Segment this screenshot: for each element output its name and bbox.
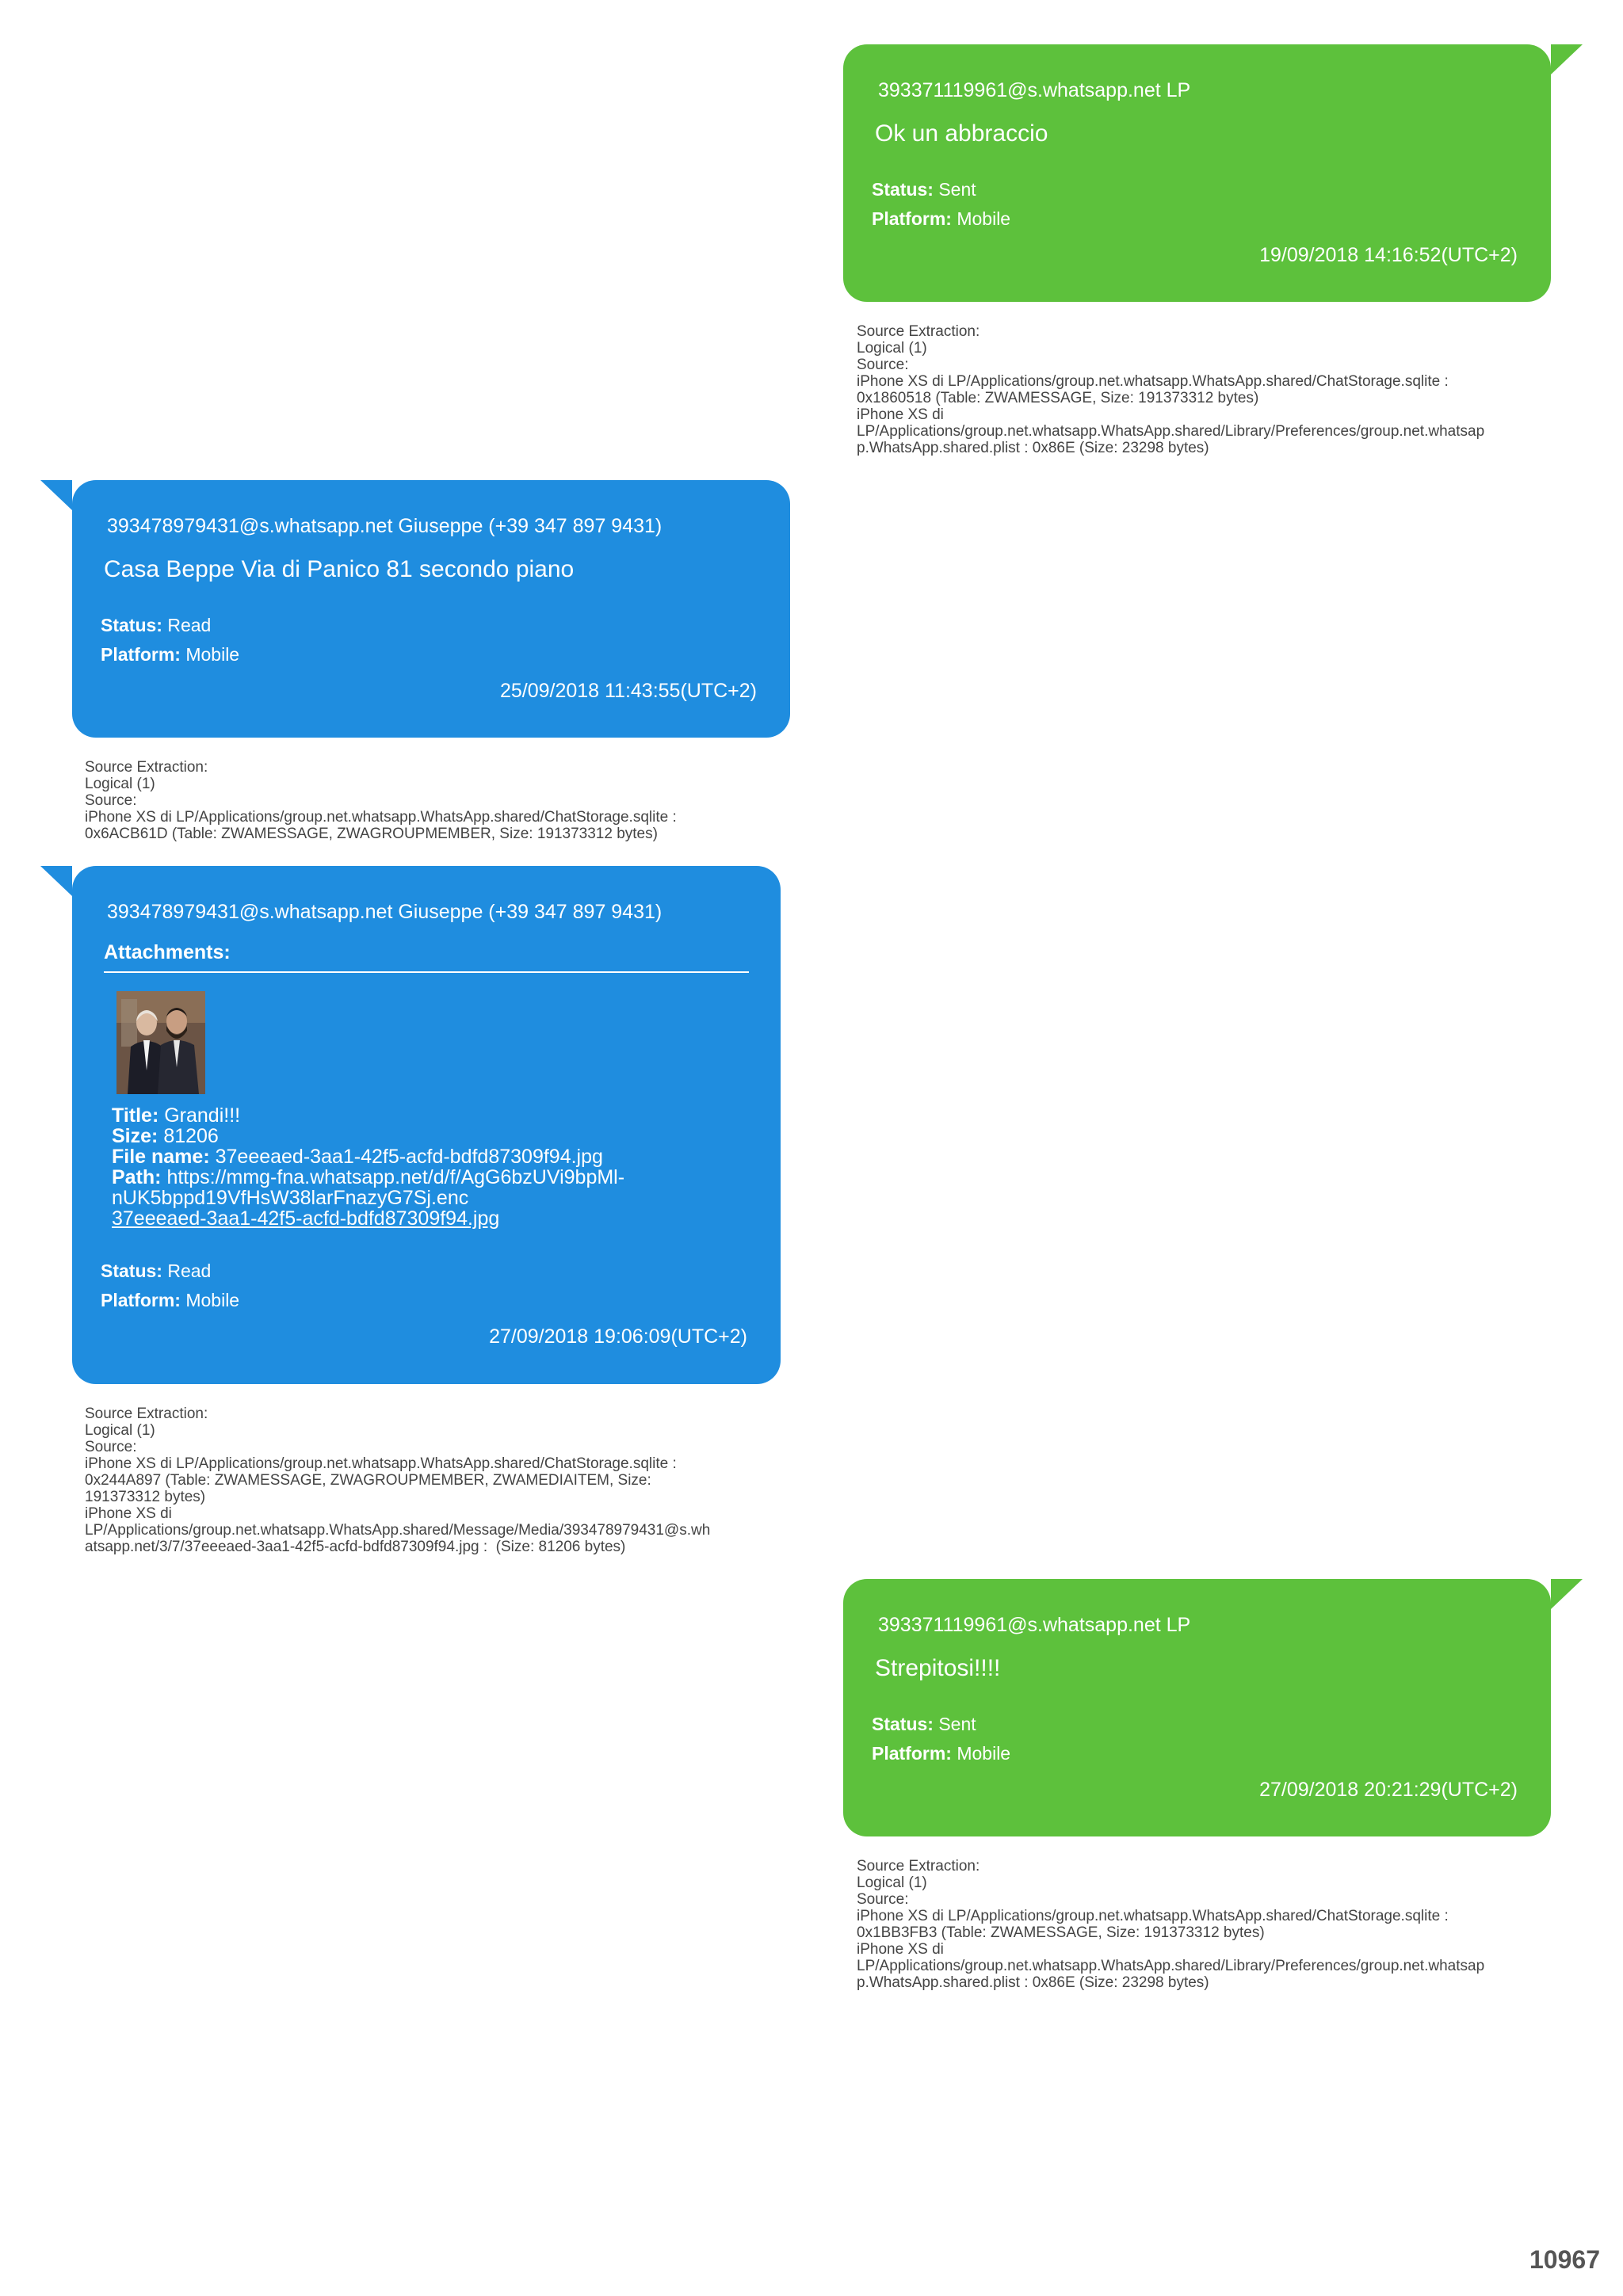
platform-label: Platform: bbox=[101, 644, 181, 665]
photo-thumbnail-image bbox=[116, 991, 205, 1094]
attachment-size: 81206 bbox=[163, 1125, 219, 1147]
message-bubble-incoming-attachment bbox=[72, 866, 781, 1384]
message-text: Casa Beppe Via di Panico 81 secondo piano bbox=[104, 556, 575, 582]
platform-value: Mobile bbox=[185, 1290, 240, 1310]
message-status bbox=[872, 1714, 976, 1735]
message-status bbox=[101, 1261, 211, 1282]
source-extraction-info: Source Extraction: Logical (1) Source: iPhone XS di LP/Applications/group.net.whatsapp.WhatsApp.shared/ChatStorage.sqlite : 0x244A897 (Table: ZWAMESSAGE, ZWAGROUPMEMBER, ZWAMEDIAITEM, Size: 191373312 bytes) iPhone XS di LP/Applications/group.net.whatsapp.WhatsApp.shared/Message/Media/393478979431@s.wh atsapp.net/3/7/37eeeaed-3aa1-42f5-acfd-bdfd87309f94.jpg : (Size: 81206 bytes) bbox=[85, 1405, 711, 1555]
attachment-size-label: Size: bbox=[112, 1125, 158, 1147]
page-number: 10967 bbox=[1529, 2245, 1600, 2274]
message-sender: 393478979431@s.whatsapp.net Giuseppe (+39 347 897 9431) bbox=[107, 515, 663, 537]
message-text: Ok un abbraccio bbox=[875, 120, 1048, 147]
message-platform bbox=[101, 1290, 239, 1311]
status-value: Read bbox=[167, 1261, 212, 1281]
status-value: Read bbox=[167, 615, 212, 635]
attachment-title: Grandi!!! bbox=[164, 1104, 241, 1127]
bubble-tail bbox=[40, 480, 72, 510]
bubble-tail bbox=[1551, 1579, 1583, 1609]
platform-value: Mobile bbox=[957, 1743, 1011, 1764]
message-status bbox=[101, 615, 211, 636]
source-extraction-info: Source Extraction: Logical (1) Source: iPhone XS di LP/Applications/group.net.whatsapp.WhatsApp.shared/ChatStorage.sqlite : 0x1BB3FB3 (Table: ZWAMESSAGE, Size: 191373312 bytes) iPhone XS di LP/Applications/group.net.whatsapp.WhatsApp.shared/Library/Preferences/group.net.whatsap p.WhatsApp.shared.plist : 0x86E (Size: 23298 bytes) bbox=[857, 1858, 1485, 1991]
attachment-path-label: Path: bbox=[112, 1166, 162, 1188]
attachment-title-label: Title: bbox=[112, 1104, 159, 1127]
message-platform bbox=[872, 1743, 1010, 1764]
message-timestamp: 25/09/2018 11:43:55(UTC+2) bbox=[499, 680, 757, 702]
message-timestamp: 27/09/2018 19:06:09(UTC+2) bbox=[489, 1325, 747, 1348]
message-status bbox=[872, 179, 976, 200]
platform-value: Mobile bbox=[957, 208, 1011, 229]
attachment-path-continued: nUK5bppd19VfHsW38larFnazyG7Sj.enc bbox=[112, 1187, 469, 1209]
attachment-filename-label: File name: bbox=[112, 1146, 210, 1168]
platform-value: Mobile bbox=[185, 644, 240, 665]
attachment-thumbnail[interactable] bbox=[116, 991, 205, 1094]
message-sender: 393478979431@s.whatsapp.net Giuseppe (+39 347 897 9431) bbox=[107, 901, 663, 923]
status-value: Sent bbox=[938, 179, 976, 200]
attachment-details bbox=[112, 1105, 624, 1229]
message-bubble-outgoing bbox=[843, 44, 1551, 302]
status-value: Sent bbox=[938, 1714, 976, 1734]
attachments-divider bbox=[104, 971, 749, 973]
platform-label: Platform: bbox=[101, 1290, 181, 1310]
status-label: Status: bbox=[872, 1714, 934, 1734]
message-timestamp: 19/09/2018 14:16:52(UTC+2) bbox=[1259, 244, 1518, 266]
status-label: Status: bbox=[872, 179, 934, 200]
bubble-tail bbox=[1551, 44, 1583, 74]
platform-label: Platform: bbox=[872, 208, 952, 229]
source-extraction-info: Source Extraction: Logical (1) Source: iPhone XS di LP/Applications/group.net.whatsapp.WhatsApp.shared/ChatStorage.sqlite : 0x1860518 (Table: ZWAMESSAGE, Size: 191373312 bytes) iPhone XS di LP/Applications/group.net.whatsapp.WhatsApp.shared/Library/Preferences/group.net.whatsap p.WhatsApp.shared.plist : 0x86E (Size: 23298 bytes) bbox=[857, 323, 1485, 456]
status-label: Status: bbox=[101, 1261, 162, 1281]
message-sender: 393371119961@s.whatsapp.net LP bbox=[878, 1614, 1191, 1636]
message-bubble-incoming bbox=[72, 480, 790, 738]
attachment-link[interactable]: 37eeeaed-3aa1-42f5-acfd-bdfd87309f94.jpg bbox=[112, 1207, 500, 1230]
message-timestamp: 27/09/2018 20:21:29(UTC+2) bbox=[1259, 1779, 1518, 1801]
status-label: Status: bbox=[101, 615, 162, 635]
message-platform bbox=[872, 208, 1010, 230]
message-platform bbox=[101, 644, 239, 666]
message-bubble-outgoing bbox=[843, 1579, 1551, 1836]
bubble-tail bbox=[40, 866, 72, 896]
attachment-path: https://mmg-fna.whatsapp.net/d/f/AgG6bzUVi9bpMl- bbox=[166, 1166, 625, 1188]
source-extraction-info: Source Extraction: Logical (1) Source: iPhone XS di LP/Applications/group.net.whatsapp.WhatsApp.shared/ChatStorage.sqlite : 0x6ACB61D (Table: ZWAMESSAGE, ZWAGROUPMEMBER, Size: 191373312 bytes) bbox=[85, 759, 677, 842]
message-text: Strepitosi!!!! bbox=[875, 1655, 1001, 1681]
message-sender: 393371119961@s.whatsapp.net LP bbox=[878, 79, 1191, 101]
attachment-filename: 37eeeaed-3aa1-42f5-acfd-bdfd87309f94.jpg bbox=[215, 1146, 603, 1168]
platform-label: Platform: bbox=[872, 1743, 952, 1764]
attachments-heading: Attachments: bbox=[104, 941, 231, 963]
